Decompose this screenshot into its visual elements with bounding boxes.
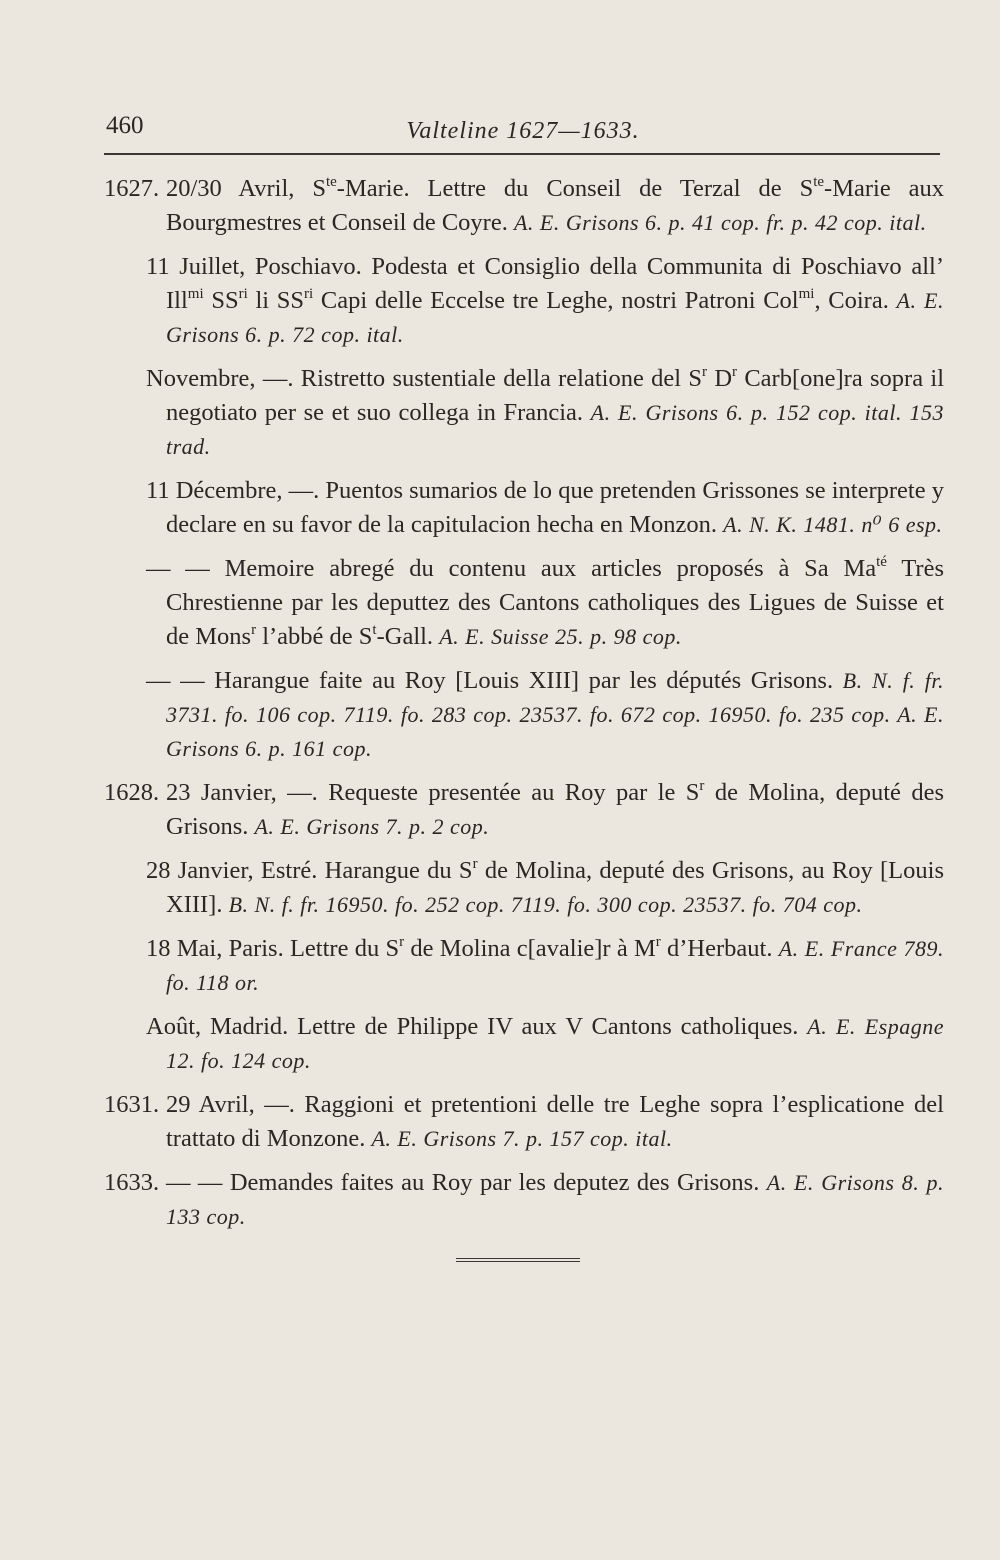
entry-archive-reference: A. E. France 789. fo. 118 or. xyxy=(166,936,944,995)
entry-description: 11 Juillet, Poschiavo. Podesta et Consiglio della Communita di Poschiavo all’ Ill$^{mi}$ $SS^{ri}$ li $SS^{ri}$ Capi delle Eccelse tre Leghe, nostri Patroni Col$^{mi}$, Coira. xyxy=(146,253,944,314)
archive-entry xyxy=(104,172,944,240)
entry-archive-reference: A. E. Grisons 7. p. 2 cop. xyxy=(254,814,490,839)
entry-description: Août, Madrid. Lettre de Philippe IV aux V Cantons catholiques. xyxy=(146,1013,808,1040)
entry-description: 18 Mai, Paris. Lettre du $S^r$ de Molina c[avalie]r à $M^r$ d’Herbaut. xyxy=(146,934,779,962)
entry-description: — — Demandes faites au Roy par les deputez des Grisons. xyxy=(166,1169,767,1196)
entry-description: 23 Janvier, —. Requeste presentée au Roy par le $S^r$ de Molina, deputé des Grisons. xyxy=(166,778,944,840)
archive-entry xyxy=(104,362,944,464)
header-rule xyxy=(104,153,940,155)
archive-entry xyxy=(104,250,944,352)
entry-description: — — Memoire abregé du contenu aux articles proposés à Sa $Ma^{té}$ Très Chrestienne par les deputtez des Cantons catholiques des Ligues de Suisse et de Mons$^r$ l’abbé de $S^t$-Gall. xyxy=(146,554,944,650)
entry-archive-reference: A. E. Grisons 8. p. 133 cop. xyxy=(166,1170,944,1229)
entry-year: 1631. xyxy=(104,1091,160,1118)
entry-year: 1633. xyxy=(104,1169,160,1196)
entry-description: — — Harangue faite au Roy [Louis XIII] par les députés Grisons. xyxy=(146,667,843,694)
archive-entry xyxy=(104,474,944,542)
entry-year: 1627. xyxy=(104,175,160,202)
entry-description: 20/30 Avril, $S^{te}$-Marie. Lettre du Conseil de Terzal de $S^{te}$-Marie aux Bourgmestres et Conseil de Coyre. xyxy=(166,174,944,236)
entry-description: Novembre, —. Ristretto sustentiale della relatione del $S^r$ $D^r$ Carb[one]ra sopra il negotiato per se et suo collega in Francia. xyxy=(146,364,944,426)
entry-archive-reference: A. E. Grisons 6. p. 152 cop. ital. 153 trad. xyxy=(166,400,944,459)
entry-archive-reference: A. E. Grisons 6. p. 41 cop. fr. p. 42 cop. ital. xyxy=(513,210,927,235)
entry-archive-reference: A. N. K. 1481. n⁰ 6 esp. xyxy=(723,512,943,537)
archive-entry xyxy=(104,1088,944,1156)
page-header xyxy=(106,112,940,152)
archive-entry xyxy=(104,854,944,922)
entry-list xyxy=(104,172,944,1244)
archive-entry xyxy=(104,1166,944,1234)
entry-archive-reference: B. N. f. fr. 3731. fo. 106 cop. 7119. fo. 283 cop. 23537. fo. 672 cop. 16950. fo. 235 cop. A. E. Grisons 6. p. 161 cop. xyxy=(166,668,944,761)
entry-year: 1628. xyxy=(104,779,160,806)
entry-archive-reference: A. E. Grisons 6. p. 72 cop. ital. xyxy=(166,288,944,347)
end-ornament-rule xyxy=(456,1258,580,1264)
archive-entry xyxy=(104,776,944,844)
running-title: Valteline 1627—1633. xyxy=(406,118,640,144)
entry-description: 28 Janvier, Estré. Harangue du $S^r$ de Molina, deputé des Grisons, au Roy [Louis XIII]. xyxy=(146,856,944,918)
archive-entry xyxy=(104,1010,944,1078)
archive-entry xyxy=(104,552,944,654)
entry-archive-reference: A. E. Grisons 7. p. 157 cop. ital. xyxy=(371,1126,673,1151)
archive-entry xyxy=(104,932,944,1000)
page-number: 460 xyxy=(106,112,144,139)
archive-entry xyxy=(104,664,944,766)
entry-archive-reference: A. E. Espagne 12. fo. 124 cop. xyxy=(166,1014,944,1073)
entry-archive-reference: B. N. f. fr. 16950. fo. 252 cop. 7119. fo. 300 cop. 23537. fo. 704 cop. xyxy=(228,892,863,917)
entry-archive-reference: A. E. Suisse 25. p. 98 cop. xyxy=(439,624,682,649)
entry-description: 29 Avril, —. Raggioni et pretentioni delle tre Leghe sopra l’esplicatione del trattato di Monzone. xyxy=(166,1091,944,1152)
entry-description: 11 Décembre, —. Puentos sumarios de lo que pretenden Grissones se interprete y declare en su favor de la capitulacion hecha en Monzon. xyxy=(146,477,944,538)
